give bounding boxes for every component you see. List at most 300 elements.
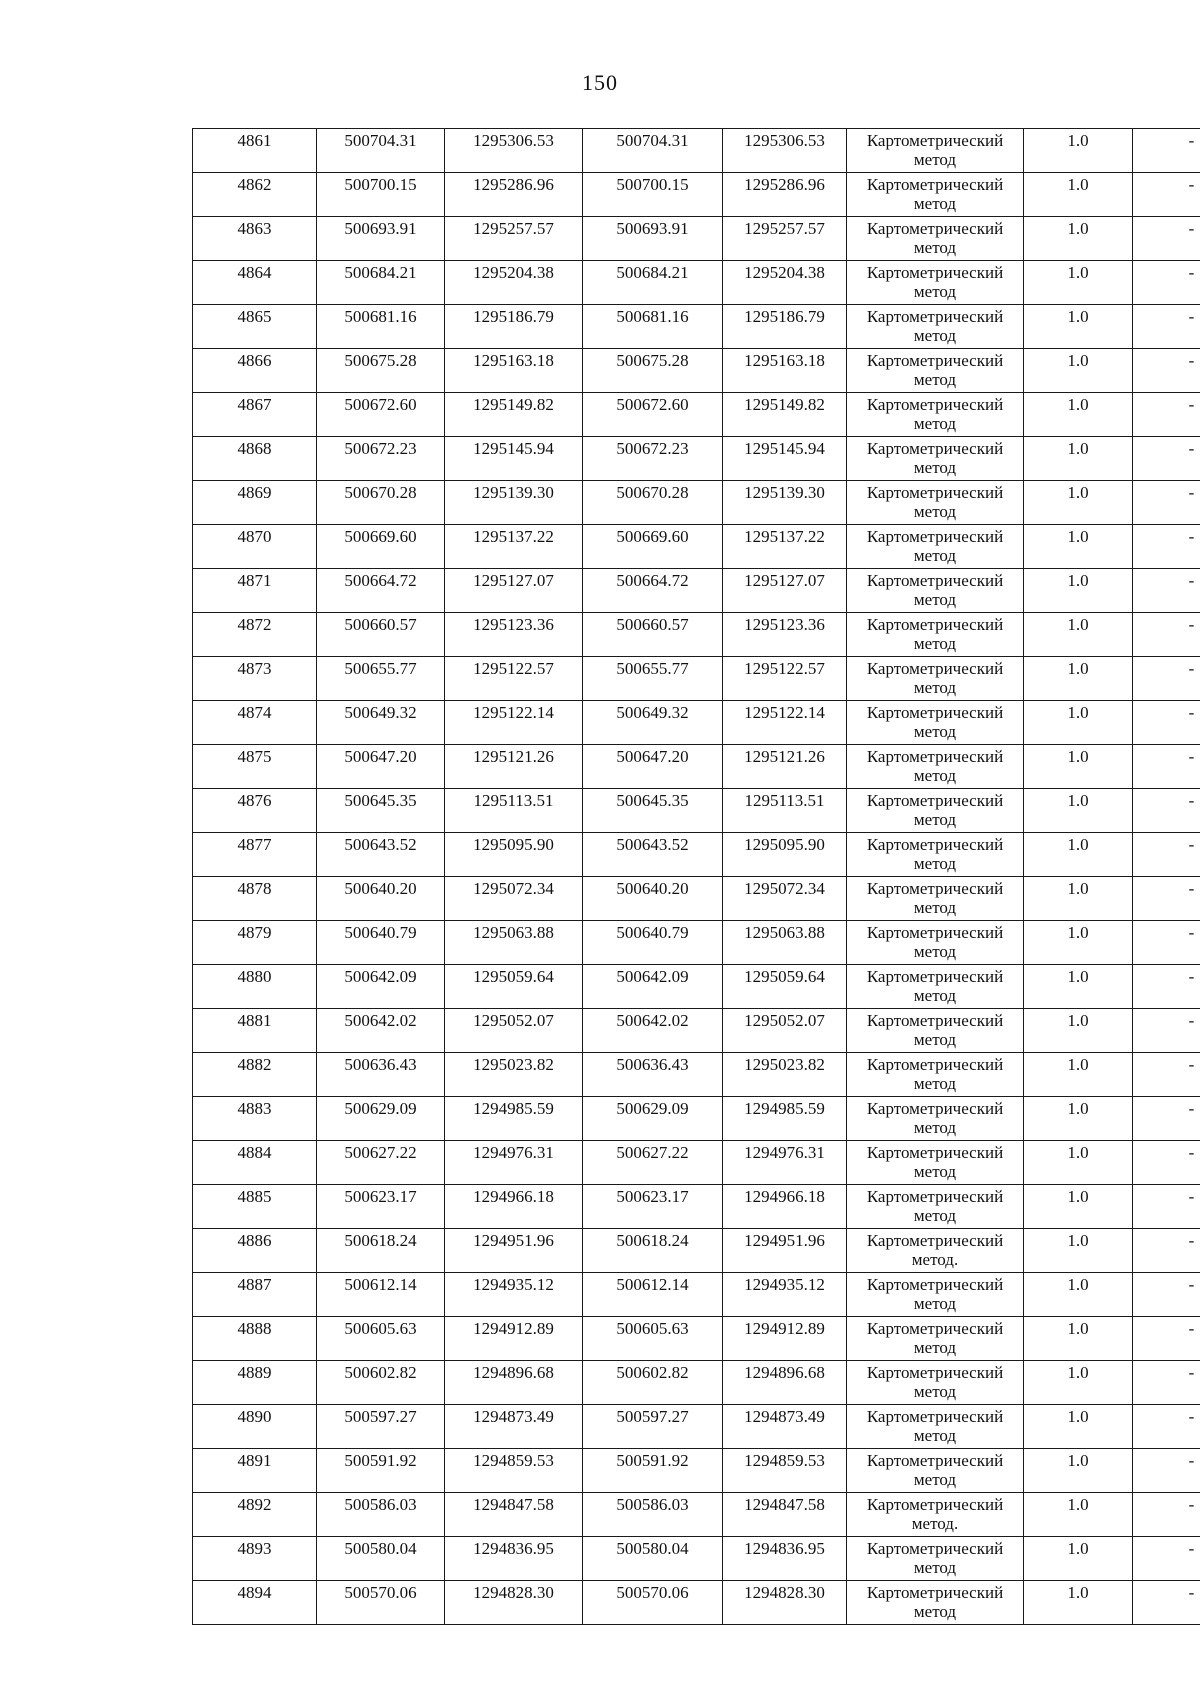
accuracy-cell: 1.0 (1024, 745, 1133, 789)
note-cell: - (1133, 965, 1200, 1009)
y-new-cell: 1295113.51 (723, 789, 847, 833)
y-new-cell: 1295145.94 (723, 437, 847, 481)
x-existing-cell: 500597.27 (317, 1405, 445, 1449)
x-new-cell: 500627.22 (583, 1141, 723, 1185)
table-row (193, 745, 1200, 789)
method-cell: Картометрический метод (847, 965, 1024, 1009)
y-new-cell: 1295121.26 (723, 745, 847, 789)
table-row (193, 1405, 1200, 1449)
x-new-cell: 500618.24 (583, 1229, 723, 1273)
table-row (193, 173, 1200, 217)
x-existing-cell: 500642.02 (317, 1009, 445, 1053)
point-number-cell: 4862 (193, 173, 317, 217)
x-new-cell: 500605.63 (583, 1317, 723, 1361)
accuracy-cell: 1.0 (1024, 569, 1133, 613)
x-new-cell: 500693.91 (583, 217, 723, 261)
accuracy-cell: 1.0 (1024, 833, 1133, 877)
note-cell: - (1133, 745, 1200, 789)
table-row (193, 1141, 1200, 1185)
table-row (193, 1097, 1200, 1141)
page-number: 150 (582, 70, 618, 95)
note-cell: - (1133, 1449, 1200, 1493)
point-number-cell: 4872 (193, 613, 317, 657)
table-row (193, 833, 1200, 877)
x-new-cell: 500670.28 (583, 481, 723, 525)
y-existing-cell: 1295145.94 (445, 437, 583, 481)
y-new-cell: 1295059.64 (723, 965, 847, 1009)
table-row (193, 1361, 1200, 1405)
y-existing-cell: 1295063.88 (445, 921, 583, 965)
note-cell: - (1133, 921, 1200, 965)
x-existing-cell: 500700.15 (317, 173, 445, 217)
note-cell: - (1133, 1317, 1200, 1361)
point-number-cell: 4886 (193, 1229, 317, 1273)
note-cell: - (1133, 217, 1200, 261)
x-new-cell: 500647.20 (583, 745, 723, 789)
y-new-cell: 1294847.58 (723, 1493, 847, 1537)
note-cell: - (1133, 1185, 1200, 1229)
method-cell: Картометрический метод (847, 525, 1024, 569)
table-row (193, 1229, 1200, 1273)
y-existing-cell: 1295123.36 (445, 613, 583, 657)
point-number-cell: 4891 (193, 1449, 317, 1493)
accuracy-cell: 1.0 (1024, 701, 1133, 745)
accuracy-cell: 1.0 (1024, 261, 1133, 305)
y-new-cell: 1295122.57 (723, 657, 847, 701)
method-cell: Картометрический метод (847, 613, 1024, 657)
accuracy-cell: 1.0 (1024, 1317, 1133, 1361)
accuracy-cell: 1.0 (1024, 789, 1133, 833)
table-row (193, 525, 1200, 569)
x-new-cell: 500591.92 (583, 1449, 723, 1493)
y-existing-cell: 1295139.30 (445, 481, 583, 525)
accuracy-cell: 1.0 (1024, 481, 1133, 525)
note-cell: - (1133, 1581, 1200, 1625)
table-row (193, 217, 1200, 261)
x-new-cell: 500664.72 (583, 569, 723, 613)
note-cell: - (1133, 1141, 1200, 1185)
table-row (193, 1537, 1200, 1581)
x-new-cell: 500642.02 (583, 1009, 723, 1053)
point-number-cell: 4871 (193, 569, 317, 613)
x-new-cell: 500684.21 (583, 261, 723, 305)
note-cell: - (1133, 613, 1200, 657)
x-new-cell: 500655.77 (583, 657, 723, 701)
method-cell: Картометрический метод (847, 1449, 1024, 1493)
table-row (193, 921, 1200, 965)
y-existing-cell: 1294828.30 (445, 1581, 583, 1625)
method-cell: Картометрический метод (847, 481, 1024, 525)
y-new-cell: 1295127.07 (723, 569, 847, 613)
y-existing-cell: 1294985.59 (445, 1097, 583, 1141)
y-new-cell: 1295122.14 (723, 701, 847, 745)
note-cell: - (1133, 1053, 1200, 1097)
x-existing-cell: 500602.82 (317, 1361, 445, 1405)
y-existing-cell: 1294896.68 (445, 1361, 583, 1405)
accuracy-cell: 1.0 (1024, 349, 1133, 393)
y-existing-cell: 1295072.34 (445, 877, 583, 921)
note-cell: - (1133, 833, 1200, 877)
point-number-cell: 4893 (193, 1537, 317, 1581)
accuracy-cell: 1.0 (1024, 1185, 1133, 1229)
x-new-cell: 500640.20 (583, 877, 723, 921)
point-number-cell: 4869 (193, 481, 317, 525)
y-new-cell: 1294896.68 (723, 1361, 847, 1405)
point-number-cell: 4881 (193, 1009, 317, 1053)
y-new-cell: 1295023.82 (723, 1053, 847, 1097)
x-new-cell: 500672.60 (583, 393, 723, 437)
point-number-cell: 4868 (193, 437, 317, 481)
note-cell: - (1133, 1273, 1200, 1317)
point-number-cell: 4885 (193, 1185, 317, 1229)
point-number-cell: 4887 (193, 1273, 317, 1317)
note-cell: - (1133, 569, 1200, 613)
y-existing-cell: 1295023.82 (445, 1053, 583, 1097)
accuracy-cell: 1.0 (1024, 393, 1133, 437)
y-new-cell: 1294828.30 (723, 1581, 847, 1625)
point-number-cell: 4894 (193, 1581, 317, 1625)
point-number-cell: 4875 (193, 745, 317, 789)
table-row (193, 1449, 1200, 1493)
table-row (193, 613, 1200, 657)
accuracy-cell: 1.0 (1024, 1273, 1133, 1317)
x-new-cell: 500570.06 (583, 1581, 723, 1625)
accuracy-cell: 1.0 (1024, 1581, 1133, 1625)
accuracy-cell: 1.0 (1024, 921, 1133, 965)
table-row (193, 657, 1200, 701)
coordinates-table (192, 128, 1200, 1625)
y-existing-cell: 1294873.49 (445, 1405, 583, 1449)
x-existing-cell: 500645.35 (317, 789, 445, 833)
y-existing-cell: 1294951.96 (445, 1229, 583, 1273)
method-cell: Картометрический метод. (847, 1229, 1024, 1273)
method-cell: Картометрический метод (847, 1141, 1024, 1185)
point-number-cell: 4880 (193, 965, 317, 1009)
table-row (193, 701, 1200, 745)
y-existing-cell: 1294935.12 (445, 1273, 583, 1317)
x-existing-cell: 500670.28 (317, 481, 445, 525)
table-row (193, 129, 1200, 173)
accuracy-cell: 1.0 (1024, 129, 1133, 173)
table-row (193, 965, 1200, 1009)
table-row (193, 305, 1200, 349)
point-number-cell: 4878 (193, 877, 317, 921)
note-cell: - (1133, 481, 1200, 525)
note-cell: - (1133, 701, 1200, 745)
x-existing-cell: 500649.32 (317, 701, 445, 745)
y-new-cell: 1294985.59 (723, 1097, 847, 1141)
accuracy-cell: 1.0 (1024, 1141, 1133, 1185)
x-new-cell: 500597.27 (583, 1405, 723, 1449)
x-new-cell: 500623.17 (583, 1185, 723, 1229)
accuracy-cell: 1.0 (1024, 1053, 1133, 1097)
x-new-cell: 500645.35 (583, 789, 723, 833)
x-new-cell: 500629.09 (583, 1097, 723, 1141)
y-existing-cell: 1294976.31 (445, 1141, 583, 1185)
y-new-cell: 1295139.30 (723, 481, 847, 525)
point-number-cell: 4870 (193, 525, 317, 569)
method-cell: Картометрический метод (847, 1097, 1024, 1141)
y-new-cell: 1295186.79 (723, 305, 847, 349)
x-existing-cell: 500643.52 (317, 833, 445, 877)
x-new-cell: 500649.32 (583, 701, 723, 745)
y-existing-cell: 1295059.64 (445, 965, 583, 1009)
y-new-cell: 1294859.53 (723, 1449, 847, 1493)
method-cell: Картометрический метод (847, 261, 1024, 305)
table-row (193, 1493, 1200, 1537)
method-cell: Картометрический метод (847, 393, 1024, 437)
accuracy-cell: 1.0 (1024, 1097, 1133, 1141)
x-new-cell: 500700.15 (583, 173, 723, 217)
x-new-cell: 500640.79 (583, 921, 723, 965)
x-existing-cell: 500672.60 (317, 393, 445, 437)
x-existing-cell: 500655.77 (317, 657, 445, 701)
y-new-cell: 1294951.96 (723, 1229, 847, 1273)
method-cell: Картометрический метод (847, 569, 1024, 613)
note-cell: - (1133, 1229, 1200, 1273)
method-cell: Картометрический метод (847, 1537, 1024, 1581)
accuracy-cell: 1.0 (1024, 525, 1133, 569)
method-cell: Картометрический метод (847, 1405, 1024, 1449)
note-cell: - (1133, 173, 1200, 217)
x-new-cell: 500580.04 (583, 1537, 723, 1581)
y-existing-cell: 1295286.96 (445, 173, 583, 217)
y-new-cell: 1294873.49 (723, 1405, 847, 1449)
method-cell: Картометрический метод (847, 1185, 1024, 1229)
accuracy-cell: 1.0 (1024, 877, 1133, 921)
y-new-cell: 1295063.88 (723, 921, 847, 965)
coordinates-table-body (193, 129, 1200, 1625)
table-row (193, 437, 1200, 481)
x-new-cell: 500672.23 (583, 437, 723, 481)
y-existing-cell: 1295137.22 (445, 525, 583, 569)
x-existing-cell: 500675.28 (317, 349, 445, 393)
x-existing-cell: 500704.31 (317, 129, 445, 173)
note-cell: - (1133, 1493, 1200, 1537)
x-new-cell: 500669.60 (583, 525, 723, 569)
x-existing-cell: 500623.17 (317, 1185, 445, 1229)
method-cell: Картометрический метод (847, 437, 1024, 481)
accuracy-cell: 1.0 (1024, 1229, 1133, 1273)
x-existing-cell: 500591.92 (317, 1449, 445, 1493)
y-existing-cell: 1295163.18 (445, 349, 583, 393)
y-new-cell: 1294836.95 (723, 1537, 847, 1581)
y-existing-cell: 1295127.07 (445, 569, 583, 613)
note-cell: - (1133, 1361, 1200, 1405)
y-existing-cell: 1295122.57 (445, 657, 583, 701)
note-cell: - (1133, 1537, 1200, 1581)
accuracy-cell: 1.0 (1024, 437, 1133, 481)
y-existing-cell: 1294966.18 (445, 1185, 583, 1229)
table-row (193, 261, 1200, 305)
method-cell: Картометрический метод (847, 921, 1024, 965)
x-new-cell: 500643.52 (583, 833, 723, 877)
x-existing-cell: 500640.20 (317, 877, 445, 921)
x-existing-cell: 500586.03 (317, 1493, 445, 1537)
y-new-cell: 1294976.31 (723, 1141, 847, 1185)
y-existing-cell: 1295149.82 (445, 393, 583, 437)
method-cell: Картометрический метод (847, 1361, 1024, 1405)
method-cell: Картометрический метод (847, 877, 1024, 921)
note-cell: - (1133, 305, 1200, 349)
method-cell: Картометрический метод (847, 789, 1024, 833)
point-number-cell: 4863 (193, 217, 317, 261)
point-number-cell: 4888 (193, 1317, 317, 1361)
note-cell: - (1133, 1097, 1200, 1141)
method-cell: Картометрический метод (847, 349, 1024, 393)
accuracy-cell: 1.0 (1024, 1537, 1133, 1581)
table-row (193, 349, 1200, 393)
x-new-cell: 500636.43 (583, 1053, 723, 1097)
y-existing-cell: 1295113.51 (445, 789, 583, 833)
note-cell: - (1133, 349, 1200, 393)
x-existing-cell: 500647.20 (317, 745, 445, 789)
x-new-cell: 500675.28 (583, 349, 723, 393)
x-new-cell: 500642.09 (583, 965, 723, 1009)
table-row (193, 569, 1200, 613)
point-number-cell: 4879 (193, 921, 317, 965)
note-cell: - (1133, 393, 1200, 437)
point-number-cell: 4876 (193, 789, 317, 833)
x-existing-cell: 500681.16 (317, 305, 445, 349)
accuracy-cell: 1.0 (1024, 173, 1133, 217)
x-existing-cell: 500629.09 (317, 1097, 445, 1141)
note-cell: - (1133, 1405, 1200, 1449)
note-cell: - (1133, 789, 1200, 833)
note-cell: - (1133, 877, 1200, 921)
x-new-cell: 500681.16 (583, 305, 723, 349)
point-number-cell: 4889 (193, 1361, 317, 1405)
accuracy-cell: 1.0 (1024, 613, 1133, 657)
point-number-cell: 4865 (193, 305, 317, 349)
y-new-cell: 1295072.34 (723, 877, 847, 921)
point-number-cell: 4890 (193, 1405, 317, 1449)
accuracy-cell: 1.0 (1024, 305, 1133, 349)
point-number-cell: 4882 (193, 1053, 317, 1097)
x-existing-cell: 500618.24 (317, 1229, 445, 1273)
x-new-cell: 500704.31 (583, 129, 723, 173)
point-number-cell: 4864 (193, 261, 317, 305)
y-existing-cell: 1295122.14 (445, 701, 583, 745)
accuracy-cell: 1.0 (1024, 1449, 1133, 1493)
method-cell: Картометрический метод (847, 1581, 1024, 1625)
y-new-cell: 1294935.12 (723, 1273, 847, 1317)
point-number-cell: 4883 (193, 1097, 317, 1141)
x-new-cell: 500660.57 (583, 613, 723, 657)
table-row (193, 1009, 1200, 1053)
table-row (193, 877, 1200, 921)
note-cell: - (1133, 261, 1200, 305)
method-cell: Картометрический метод (847, 173, 1024, 217)
y-new-cell: 1295052.07 (723, 1009, 847, 1053)
point-number-cell: 4866 (193, 349, 317, 393)
table-row (193, 1185, 1200, 1229)
point-number-cell: 4877 (193, 833, 317, 877)
accuracy-cell: 1.0 (1024, 217, 1133, 261)
y-existing-cell: 1295204.38 (445, 261, 583, 305)
x-existing-cell: 500660.57 (317, 613, 445, 657)
point-number-cell: 4884 (193, 1141, 317, 1185)
method-cell: Картометрический метод (847, 745, 1024, 789)
accuracy-cell: 1.0 (1024, 657, 1133, 701)
method-cell: Картометрический метод (847, 217, 1024, 261)
y-new-cell: 1294912.89 (723, 1317, 847, 1361)
y-existing-cell: 1294847.58 (445, 1493, 583, 1537)
point-number-cell: 4873 (193, 657, 317, 701)
y-new-cell: 1295123.36 (723, 613, 847, 657)
note-cell: - (1133, 525, 1200, 569)
y-new-cell: 1295149.82 (723, 393, 847, 437)
method-cell: Картометрический метод (847, 833, 1024, 877)
x-existing-cell: 500672.23 (317, 437, 445, 481)
y-existing-cell: 1295257.57 (445, 217, 583, 261)
point-number-cell: 4861 (193, 129, 317, 173)
method-cell: Картометрический метод (847, 657, 1024, 701)
x-new-cell: 500612.14 (583, 1273, 723, 1317)
method-cell: Картометрический метод (847, 1009, 1024, 1053)
note-cell: - (1133, 1009, 1200, 1053)
x-existing-cell: 500627.22 (317, 1141, 445, 1185)
x-new-cell: 500602.82 (583, 1361, 723, 1405)
point-number-cell: 4867 (193, 393, 317, 437)
y-existing-cell: 1294859.53 (445, 1449, 583, 1493)
x-existing-cell: 500612.14 (317, 1273, 445, 1317)
method-cell: Картометрический метод (847, 1273, 1024, 1317)
table-row (193, 1317, 1200, 1361)
y-existing-cell: 1294912.89 (445, 1317, 583, 1361)
y-existing-cell: 1295095.90 (445, 833, 583, 877)
x-existing-cell: 500605.63 (317, 1317, 445, 1361)
method-cell: Картометрический метод (847, 701, 1024, 745)
x-existing-cell: 500693.91 (317, 217, 445, 261)
note-cell: - (1133, 437, 1200, 481)
point-number-cell: 4892 (193, 1493, 317, 1537)
method-cell: Картометрический метод (847, 305, 1024, 349)
y-new-cell: 1295095.90 (723, 833, 847, 877)
accuracy-cell: 1.0 (1024, 1009, 1133, 1053)
table-row (193, 789, 1200, 833)
table-row (193, 1053, 1200, 1097)
table-row (193, 481, 1200, 525)
method-cell: Картометрический метод (847, 1053, 1024, 1097)
accuracy-cell: 1.0 (1024, 1361, 1133, 1405)
x-new-cell: 500586.03 (583, 1493, 723, 1537)
x-existing-cell: 500684.21 (317, 261, 445, 305)
table-row (193, 393, 1200, 437)
y-existing-cell: 1295121.26 (445, 745, 583, 789)
accuracy-cell: 1.0 (1024, 965, 1133, 1009)
method-cell: Картометрический метод. (847, 1493, 1024, 1537)
method-cell: Картометрический метод (847, 1317, 1024, 1361)
y-new-cell: 1295204.38 (723, 261, 847, 305)
y-existing-cell: 1295052.07 (445, 1009, 583, 1053)
y-existing-cell: 1295186.79 (445, 305, 583, 349)
x-existing-cell: 500636.43 (317, 1053, 445, 1097)
point-number-cell: 4874 (193, 701, 317, 745)
x-existing-cell: 500640.79 (317, 921, 445, 965)
accuracy-cell: 1.0 (1024, 1405, 1133, 1449)
y-existing-cell: 1294836.95 (445, 1537, 583, 1581)
accuracy-cell: 1.0 (1024, 1493, 1133, 1537)
table-row (193, 1581, 1200, 1625)
note-cell: - (1133, 657, 1200, 701)
x-existing-cell: 500669.60 (317, 525, 445, 569)
y-existing-cell: 1295306.53 (445, 129, 583, 173)
x-existing-cell: 500642.09 (317, 965, 445, 1009)
method-cell: Картометрический метод (847, 129, 1024, 173)
note-cell: - (1133, 129, 1200, 173)
y-new-cell: 1295286.96 (723, 173, 847, 217)
